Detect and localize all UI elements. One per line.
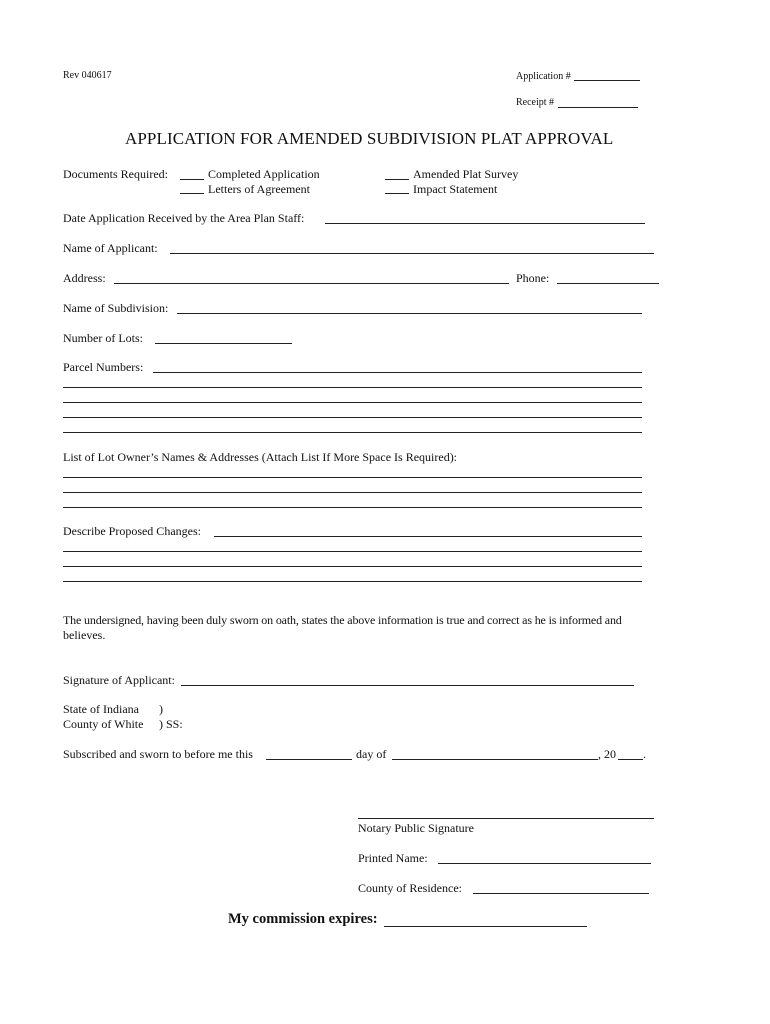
doc-item-amended-plat-survey: Amended Plat Survey (413, 167, 519, 181)
doc-item-letters-of-agreement: Letters of Agreement (208, 182, 310, 196)
receipt-number-field[interactable] (558, 107, 638, 108)
subscribed-year-field[interactable] (618, 759, 643, 760)
county-label: County of White (63, 717, 144, 731)
lot-owners-label: List of Lot Owner’s Names & Addresses (Attach List If More Space Is Required): (63, 450, 458, 464)
printed-name-field[interactable] (438, 863, 651, 864)
county-of-residence-field[interactable] (473, 893, 649, 894)
subscribed-day-field[interactable] (266, 759, 352, 760)
oath-statement-line2: believes. (63, 628, 106, 642)
period-label: . (643, 747, 646, 761)
proposed-changes-line[interactable] (63, 581, 642, 582)
subscribed-month-field[interactable] (392, 759, 598, 760)
phone-field[interactable] (557, 283, 659, 284)
address-field[interactable] (114, 283, 509, 284)
doc-item-completed-application: Completed Application (208, 167, 320, 181)
page-title: APPLICATION FOR AMENDED SUBDIVISION PLAT APPROVAL (125, 129, 614, 148)
amended-plat-survey-check[interactable] (385, 179, 409, 180)
subscribed-label: Subscribed and sworn to before me this (63, 747, 253, 761)
lot-owners-line[interactable] (63, 477, 642, 478)
receipt-number-label: Receipt # (516, 97, 555, 108)
application-number-label: Application # (516, 71, 571, 82)
notary-signature-field[interactable] (358, 818, 654, 819)
address-label: Address: (63, 271, 106, 285)
application-number-field[interactable] (574, 80, 640, 81)
subdivision-name-field[interactable] (177, 313, 642, 314)
proposed-changes-field[interactable] (214, 536, 642, 537)
documents-required-label: Documents Required: (63, 167, 168, 181)
parcel-numbers-line[interactable] (63, 387, 642, 388)
printed-name-label: Printed Name: (358, 851, 428, 865)
proposed-changes-line[interactable] (63, 566, 642, 567)
state-label: State of Indiana (63, 702, 139, 716)
ss-label: ) SS: (159, 717, 183, 731)
notary-signature-label: Notary Public Signature (358, 821, 474, 835)
day-of-label: day of (356, 747, 387, 761)
county-of-residence-label: County of Residence: (358, 881, 462, 895)
commission-expires-field[interactable] (384, 926, 587, 927)
applicant-name-field[interactable] (170, 253, 654, 254)
applicant-signature-label: Signature of Applicant: (63, 673, 175, 687)
proposed-changes-label: Describe Proposed Changes: (63, 524, 201, 538)
applicant-name-label: Name of Applicant: (63, 241, 158, 255)
letters-of-agreement-check[interactable] (180, 193, 204, 194)
doc-item-impact-statement: Impact Statement (413, 182, 498, 196)
proposed-changes-line[interactable] (63, 551, 642, 552)
commission-expires-label: My commission expires: (228, 911, 378, 927)
phone-label: Phone: (516, 271, 550, 285)
applicant-signature-field[interactable] (181, 685, 634, 686)
parcel-numbers-line[interactable] (63, 432, 642, 433)
parcel-numbers-line[interactable] (63, 402, 642, 403)
number-of-lots-label: Number of Lots: (63, 331, 143, 345)
parcel-numbers-field[interactable] (153, 372, 642, 373)
parcel-numbers-label: Parcel Numbers: (63, 360, 144, 374)
impact-statement-check[interactable] (385, 193, 409, 194)
subdivision-name-label: Name of Subdivision: (63, 301, 169, 315)
oath-statement-line1: The undersigned, having been duly sworn on oath, states the above information is true and correct as he is informed and (63, 613, 622, 627)
number-of-lots-field[interactable] (155, 343, 292, 344)
date-received-field[interactable] (325, 223, 645, 224)
lot-owners-line[interactable] (63, 507, 642, 508)
revision-label: Rev 040617 (63, 70, 112, 81)
year-prefix-label: , 20 (598, 747, 616, 761)
date-received-label: Date Application Received by the Area Plan Staff: (63, 211, 305, 225)
state-paren: ) (159, 702, 163, 716)
parcel-numbers-line[interactable] (63, 417, 642, 418)
completed-application-check[interactable] (180, 179, 204, 180)
lot-owners-line[interactable] (63, 492, 642, 493)
